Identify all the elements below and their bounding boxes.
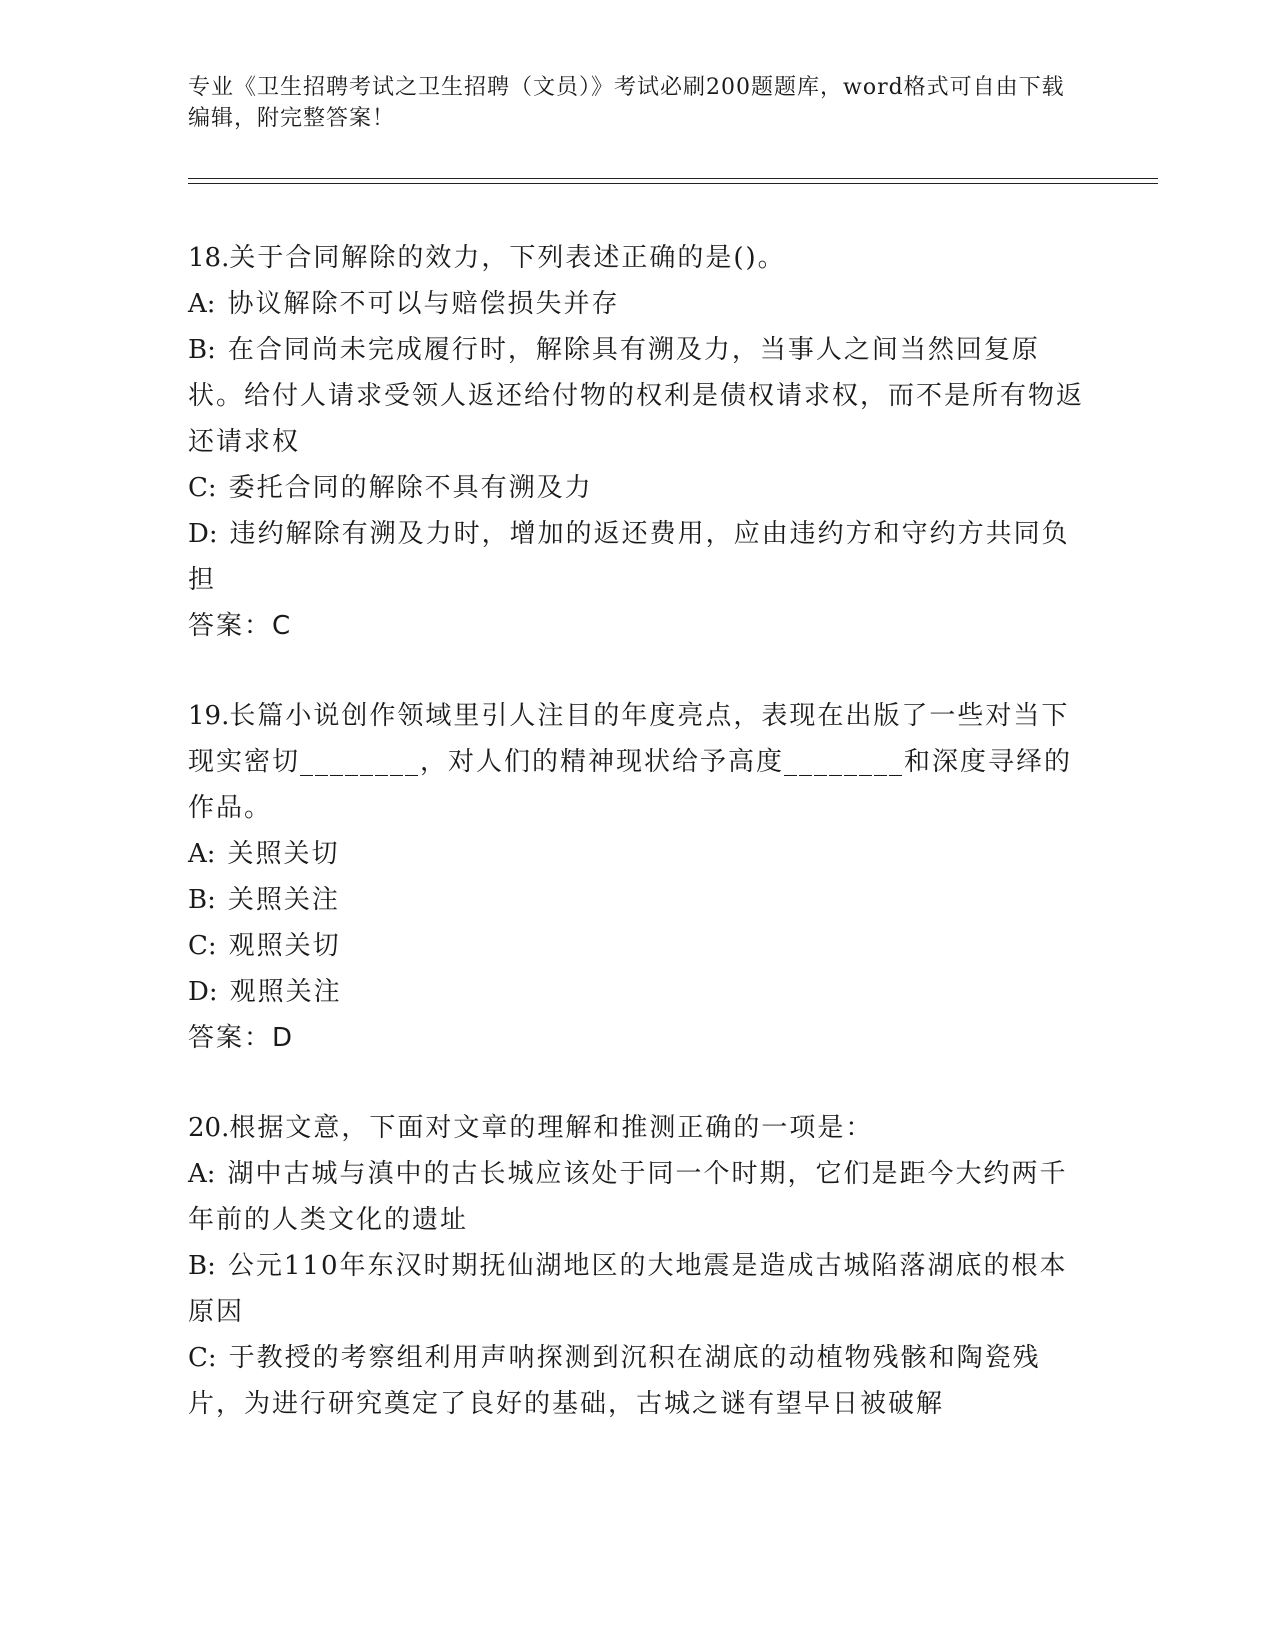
option-key: B: [188,335,216,365]
option-b [188,327,1088,465]
option-a [188,831,1088,877]
answer-line: 答案：C [188,611,293,641]
question-text: 关于合同解除的效力，下列表述正确的是()。 [229,243,786,273]
option-d [188,511,1088,603]
option-text: 于教授的考察组利用声呐探测到沉积在湖底的动植物残骸和陶瓷残片，为进行研究奠定了良好的基础，古城之谜有望早日被破解 [188,1343,1041,1419]
question-number: 19. [188,701,230,731]
question-number: 18. [188,243,230,273]
option-c [188,1335,1088,1427]
option-text: 在合同尚未完成履行时，解除具有溯及力，当事人之间当然回复原状。给付人请求受领人返还给付物的权利是债权请求权，而不是所有物返还请求权 [188,335,1085,457]
option-text: 观照关切 [228,931,341,961]
option-key: C: [188,473,217,503]
option-text: 协议解除不可以与赔偿损失并存 [227,289,620,319]
option-key: A: [188,1159,216,1189]
option-text: 公元110年东汉时期抚仙湖地区的大地震是造成古城陷落湖底的根本原因 [188,1251,1068,1327]
question-list [188,235,1088,1471]
option-key: D: [188,977,218,1007]
option-text: 观照关注 [229,977,342,1007]
option-key: D: [188,519,218,549]
option-key: C: [188,931,217,961]
question-18 [188,235,1088,649]
question-stem [188,1105,1088,1151]
option-b [188,877,1088,923]
answer-line: 答案：D [188,1023,295,1053]
question-text: 长篇小说创作领域里引人注目的年度亮点，表现在出版了一些对当下现实密切________，对人们的精神现状给予高度________和深度寻绎的作品。 [188,701,1073,823]
question-stem [188,235,1088,281]
question-number: 20. [188,1113,230,1143]
option-text: 关照关注 [227,885,340,915]
question-20 [188,1105,1088,1427]
document-header: 专业《卫生招聘考试之卫生招聘（文员）》考试必刷200题题库，word格式可自由下载编辑，附完整答案！ [188,75,1065,131]
question-stem [188,693,1088,831]
question-19 [188,693,1088,1061]
option-key: B: [188,1251,216,1281]
option-d [188,969,1088,1015]
option-text: 委托合同的解除不具有溯及力 [228,473,593,503]
question-text: 根据文意，下面对文章的理解和推测正确的一项是： [229,1113,874,1143]
option-text: 关照关切 [227,839,340,869]
header-rule-bottom [188,183,1158,184]
option-a [188,1151,1088,1243]
option-b [188,1243,1088,1335]
header-rule-top [188,178,1158,179]
option-c [188,465,1088,511]
option-c [188,923,1088,969]
option-text: 湖中古城与滇中的古长城应该处于同一个时期，它们是距今大约两千年前的人类文化的遗址 [188,1159,1068,1235]
option-key: A: [188,289,216,319]
option-text: 违约解除有溯及力时，增加的返还费用，应由违约方和守约方共同负担 [188,519,1070,595]
option-key: B: [188,885,216,915]
option-a [188,281,1088,327]
option-key: A: [188,839,216,869]
option-key: C: [188,1343,217,1373]
